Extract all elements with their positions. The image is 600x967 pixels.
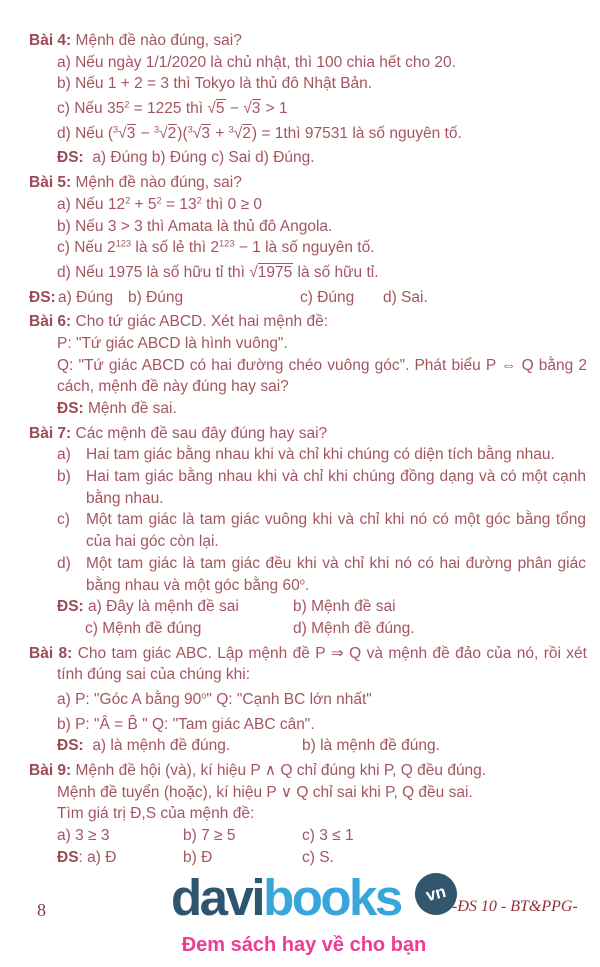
exercise-8 (29, 643, 587, 757)
item-marker: c) (57, 511, 70, 529)
exercise-5-title: Mệnh đề nào đúng, sai? (75, 174, 242, 192)
item-text: Hai tam giác bằng nhau khi và chỉ khi chúng đồng dạng và có một cạnh bằng nhau. (86, 468, 586, 507)
book-series-label: -ĐS 10 - BT&PPG- (452, 898, 578, 915)
exercise-4-answer: ĐS: a) Đúng b) Đúng c) Sai d) Đúng. (57, 149, 315, 167)
exercise-5 (29, 172, 587, 308)
statement-c: c) 3 ≤ 1 (302, 827, 354, 845)
exercise-4-header (29, 30, 587, 52)
answer-c: c) S. (302, 848, 334, 866)
statement-b: b) 7 ≥ 5 (183, 827, 236, 845)
answer-d: d) Sai. (383, 288, 428, 306)
exercise-4-item-c: c) Nếu $35^2 = 1225$ thì √5 − √3 > 1 (57, 99, 288, 118)
vn-badge-icon: vn (411, 869, 462, 920)
answer-a: ĐS: a) Đ (57, 848, 117, 866)
exercise-9-answer (29, 847, 587, 869)
item-marker: d) (57, 554, 71, 572)
answer-d: d) Mệnh đề đúng. (293, 619, 415, 637)
exercise-5-item-c: c) Nếu $2^{123}$ là số lẻ thì $2^{123} - 1$ là số nguyên tố. (57, 238, 375, 257)
exercise-9-line-2: Mệnh đề tuyển (hoặc), kí hiệu P ∨ Q chỉ sai khi P, Q đều sai. (57, 783, 473, 801)
item-marker: a) (57, 446, 71, 464)
answer-b: b) Đúng (128, 288, 184, 306)
page-number: 8 (37, 900, 46, 920)
exercise-8-item-a: a) P: "Góc A bằng 90$^o$" Q: "Cạnh BC lớn nhất" (57, 690, 372, 708)
exercise-6-answer: ĐS: Mệnh đề sai. (57, 400, 177, 417)
answer-b: b) Đ (183, 848, 213, 866)
exercise-6-title: Cho tứ giác ABCD. Xét hai mệnh đề: (75, 313, 329, 331)
answer-a: ĐS: a) Đây là mệnh đề sai (57, 598, 239, 616)
exercise-7-item-d (29, 553, 587, 596)
exercise-7-item-b (29, 466, 587, 509)
exercise-5-answer (29, 287, 587, 309)
logo-tagline: Đem sách hay về cho bạn (181, 934, 427, 956)
exercise-7-item-c (29, 509, 587, 552)
exercise-5-item-a: a) Nếu $12^2 + 5^2 = 13^2$ thì 0 ≥ 0 (57, 195, 263, 213)
exercise-8-answer (29, 735, 587, 757)
exercise-4-label: Bài 4: (29, 32, 72, 49)
exercise-7-item-a (29, 444, 587, 466)
item-marker: b) (57, 468, 71, 486)
item-text: Một tam giác là tam giác vuông khi và chỉ khi nó có một góc bằng tổng của hai góc còn lại. (86, 511, 586, 551)
exercise-6-label: Bài 6: (29, 313, 72, 331)
page-footer (0, 869, 600, 967)
exercise-5-header (29, 172, 587, 194)
exercise-4-item-a: a) Nếu ngày 1/1/2020 là chủ nhật, thì 100 chia hết cho 20. (57, 53, 456, 71)
answer-a: a) Đúng (58, 288, 114, 306)
exercise-7-answer-row2 (29, 618, 587, 640)
exercise-5-item-b: b) Nếu 3 > 3 thì Amata là thủ đô Angola. (57, 217, 333, 235)
exercise-4-title: Mệnh đề nào đúng, sai? (75, 32, 242, 49)
item-text: Hai tam giác bằng nhau khi và chỉ khi chúng có diện tích bằng nhau. (86, 446, 555, 464)
exercise-5-item-d: d) Nếu 1975 là số hữu tỉ thì √1975 là số hữu tỉ. (57, 263, 379, 281)
davibooks-logo (171, 869, 463, 956)
answer-c: c) Mệnh đề đúng (85, 619, 202, 637)
exercise-6-header (29, 311, 587, 333)
exercise-9-statements (29, 825, 587, 847)
exercise-7 (29, 423, 587, 640)
exercise-7-title: Các mệnh đề sau đây đúng hay sai? (75, 424, 328, 442)
exercise-6 (29, 311, 587, 419)
exercise-7-header (29, 423, 587, 445)
exercise-9-label: Bài 9: (29, 762, 72, 779)
statement-a: a) 3 ≥ 3 (57, 827, 110, 845)
exercise-4 (29, 30, 587, 169)
exercise-9 (29, 760, 587, 868)
exercise-5-label: Bài 5: (29, 174, 72, 192)
exercise-4-item-b: b) Nếu 1 + 2 = 3 thì Tokyo là thủ đô Nhật Bản. (57, 75, 373, 93)
exercise-8-item-b: b) P: "Â = B̂ " Q: "Tam giác ABC cân". (57, 715, 315, 733)
exercise-7-label: Bài 7: (29, 424, 72, 442)
exercise-6-statement-q: Q: "Tứ giác ABCD có hai đường chéo vuông góc". Phát biểu P ⇔ Q bằng 2 cách, mệnh đề này đúng hay sai? (57, 356, 587, 396)
exercise-9-line-3: Tìm giá trị Đ,S của mệnh đề: (57, 805, 255, 823)
exercise-9-header (29, 760, 587, 782)
exercise-8-head-text: Cho tam giác ABC. Lập mệnh đề P ⇒ Q và mệnh đề đảo của nó, rồi xét tính đúng sai của chúng khi: (57, 644, 587, 684)
exercise-4-item-d: d) Nếu ($^3$√3 − $^3$√2)($^3$√3 + $^3$√2) = 1thì 97531 là số nguyên tố. (57, 124, 462, 142)
logo-davi-text: davi (171, 869, 264, 926)
answer-b: b) Mệnh đề sai (293, 598, 396, 616)
logo-books-text: books (263, 869, 401, 926)
answer-c: c) Đúng (300, 288, 355, 306)
answer-a: ĐS: a) là mệnh đề đúng. (57, 737, 231, 755)
answer-label: ĐS: (29, 288, 56, 306)
exercise-7-answer-row1 (29, 596, 587, 618)
exercise-8-label: Bài 8: (29, 644, 73, 662)
item-text: Một tam giác là tam giác đều khi và chỉ khi nó có hai đường phân giác bằng nhau và một góc bằng 60$^o$. (86, 554, 586, 594)
exercise-6-statement-p: P: "Tứ giác ABCD là hình vuông". (57, 334, 288, 352)
answer-b: b) là mệnh đề đúng. (302, 737, 440, 755)
exercise-8-header (29, 643, 587, 686)
exercise-9-head-text: Mệnh đề hội (và), kí hiệu P ∧ Q chỉ đúng khi P, Q đều đúng. (75, 762, 487, 779)
